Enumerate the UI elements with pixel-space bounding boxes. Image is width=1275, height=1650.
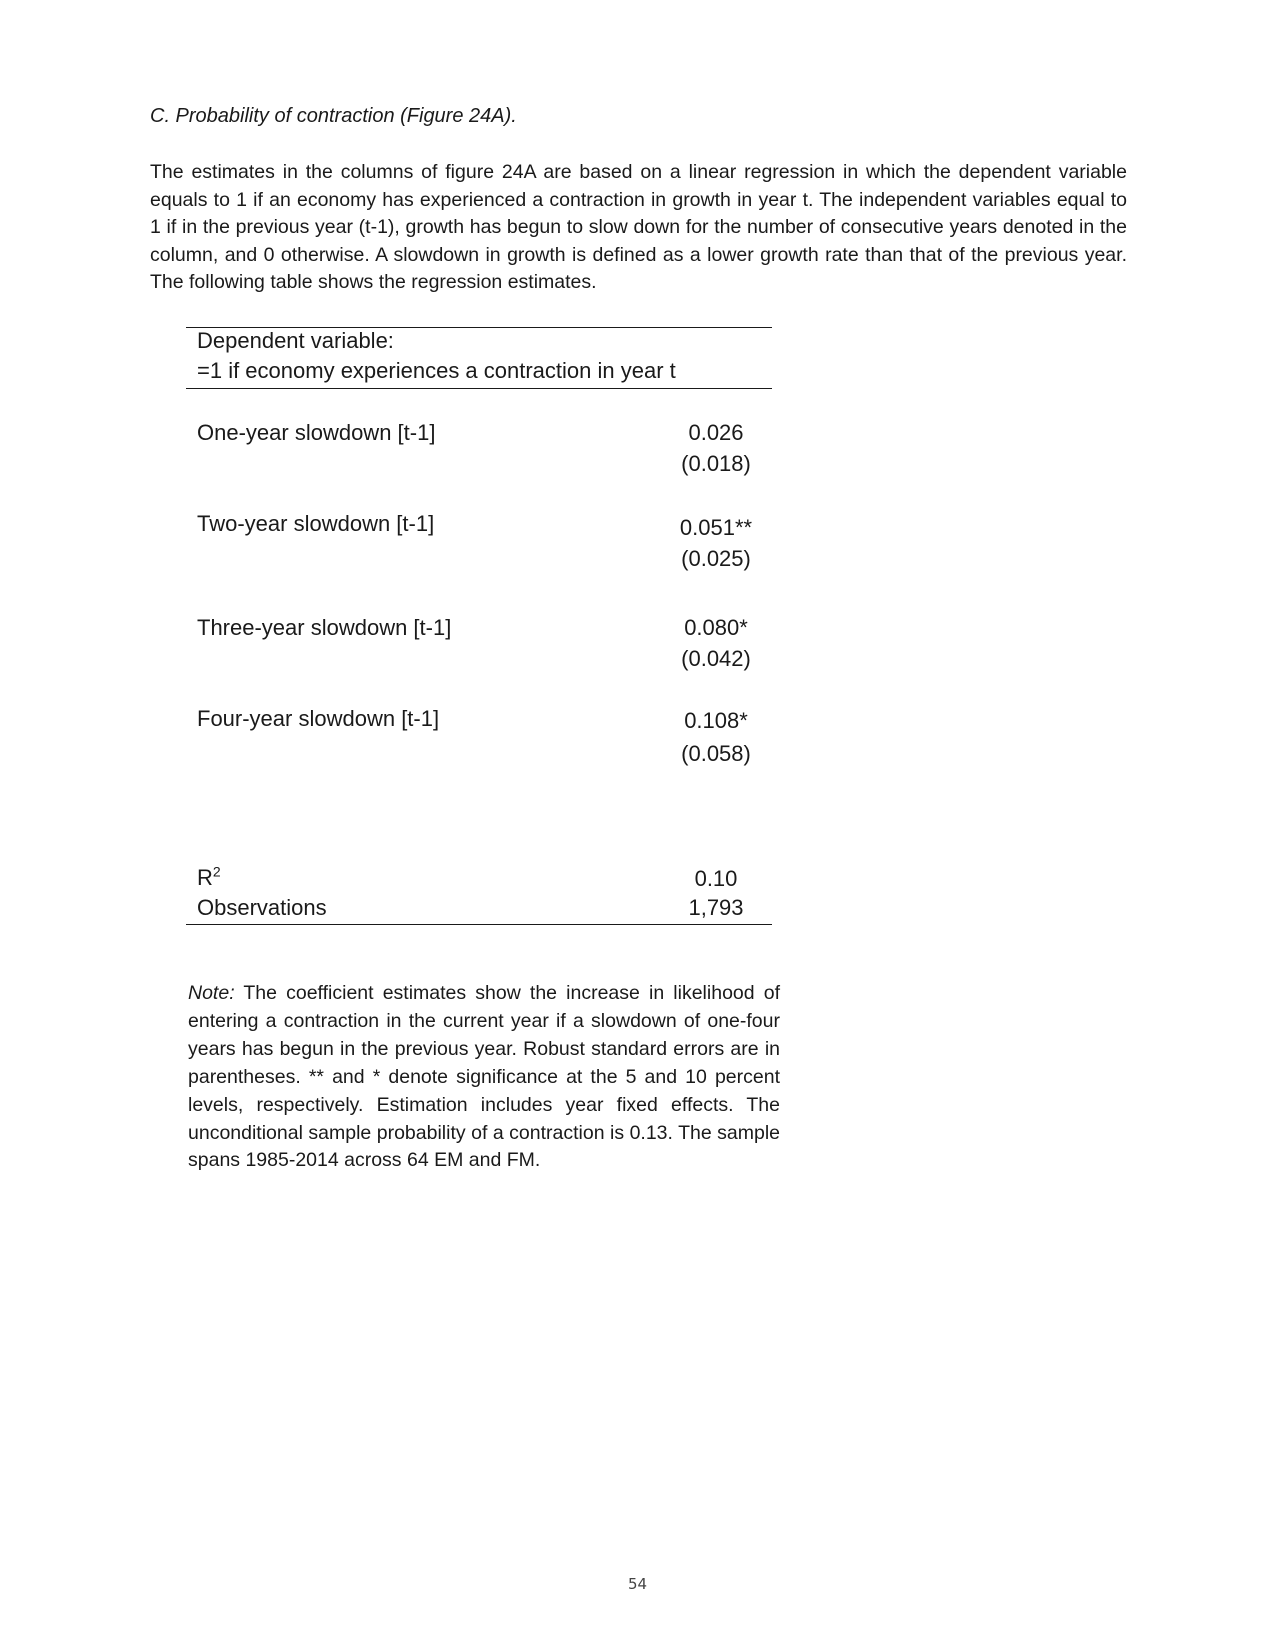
r2-value: 0.10 [694, 866, 738, 891]
r2-label [197, 863, 221, 893]
r2-label-text: R [197, 865, 213, 890]
coef-four-year: 0.108* [684, 708, 748, 733]
note-text: The coefficient estimates show the increase in likelihood of entering a contraction in the current year if a slowdown of one-four years has begun in the previous year. Robust standard errors are in parentheses. ** and * denote significance at the 5 and 10 percent levels, respectively. Estimation includes year fixed effects. The unconditional sample probability of a contraction is 0.13. The sample spans 1985-2014 across 64 EM and FM. [188, 982, 780, 1172]
intro-paragraph: The estimates in the columns of figure 24A are based on a linear regression in which the dependent variable equals to 1 if an economy has experienced a contraction in growth in year t. The independent variables equal to 1 if in the previous year (t-1), growth has begun to slow down for the number of consecutive years denoted in the column, and 0 otherwise. A slowdown in growth is defined as a lower growth rate than that of the previous year. The following table shows the regression estimates. [150, 161, 1127, 294]
section-heading: C. Probability of contraction (Figure 24A). [150, 105, 517, 127]
table-header-line2: =1 if economy experiences a contraction in year t [197, 358, 676, 383]
se-four-year: (0.058) [681, 741, 751, 766]
row-label-three-year: Three-year slowdown [t-1] [197, 615, 452, 640]
se-one-year: (0.018) [681, 451, 751, 476]
table-header-rule [186, 388, 772, 389]
note-label: Note: [188, 982, 235, 1004]
row-label-four-year: Four-year slowdown [t-1] [197, 706, 440, 731]
observations-label: Observations [197, 895, 327, 920]
table-header-line1: Dependent variable: [197, 328, 394, 353]
row-label-one-year: One-year slowdown [t-1] [197, 420, 436, 445]
regression-table [186, 327, 772, 937]
page-number: 54 [627, 1575, 648, 1593]
table-note [188, 980, 780, 1175]
coef-one-year: 0.026 [688, 420, 744, 445]
coef-three-year: 0.080* [684, 615, 748, 640]
se-two-year: (0.025) [681, 546, 751, 571]
table-bottom-rule [186, 924, 772, 925]
r2-superscript: 2 [212, 863, 221, 880]
observations-value: 1,793 [688, 895, 744, 920]
row-label-two-year: Two-year slowdown [t-1] [197, 511, 435, 536]
coef-two-year: 0.051** [679, 515, 753, 540]
se-three-year: (0.042) [681, 646, 751, 671]
